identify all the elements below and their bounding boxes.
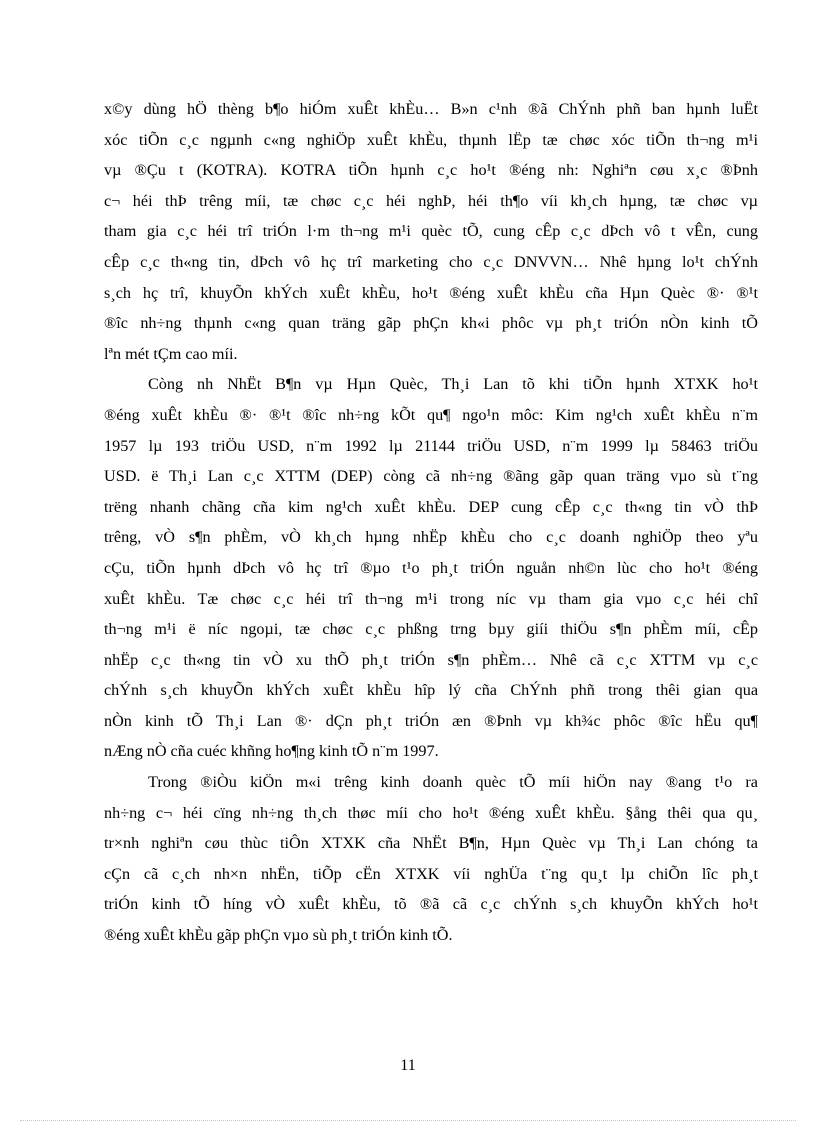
paragraph-2-line: USD. ë Th¸i Lan c¸c XTTM (DEP) còng cã nh÷ng ®ãng gãp quan träng vµo sù t¨ng xyxy=(104,467,758,486)
paragraph-1-line: tham gia c¸c héi trî triÓn l·m th¬ng m¹i quèc tÕ, cung cÊp c¸c dÞch vô t vÊn, cung xyxy=(104,222,758,241)
paragraph-1-line: vµ ®Çu t (KOTRA). KOTRA tiÕn hµnh c¸c ho¹t ®éng nh: Nghiªn cøu x¸c ®Þnh xyxy=(104,161,758,180)
paragraph-2-line: 1957 lµ 193 triÖu USD, n¨m 1992 lµ 21144 triÖu USD, n¨m 1999 lµ 58463 triÖu xyxy=(104,436,758,455)
paragraph-2-line: xuÊt khÈu. Tæ chøc c¸c héi trî th¬ng m¹i trong níc vµ tham gia vµo c¸c héi chî xyxy=(104,589,758,608)
paragraph-2-line: nhËp c¸c th«ng tin vÒ xu thÕ ph¸t triÓn s¶n phÈm… Nhê cã c¸c XTTM vµ c¸c xyxy=(104,650,758,669)
paragraph-3-line: triÓn kinh tÕ híng vÒ xuÊt khÈu, tõ ®ã cã c¸c chÝnh s¸ch khuyÕn khÝch ho¹t xyxy=(104,895,758,914)
paragraph-3-line: cÇn cã c¸ch nh×n nhËn, tiÕp cËn XTXK víi nghÜa t¨ng qu¸t lµ chiÕn lîc ph¸t xyxy=(104,864,758,883)
paragraph-1-line: s¸ch hç trî, khuyÕn khÝch xuÊt khÈu, ho¹t ®éng xuÊt khÈu cña Hµn Quèc ®· ®¹t xyxy=(104,283,758,302)
paragraph-1-line: xóc tiÕn c¸c ngµnh c«ng nghiÖp xuÊt khÈu, thµnh lËp tæ chøc xóc tiÕn th¬ng m¹i xyxy=(104,130,758,149)
page-number: 11 xyxy=(400,1057,416,1074)
paragraph-1-line: x©y dùng hÖ thèng b¶o hiÓm xuÊt khÈu… B»n c¹nh ®ã ChÝnh phñ ban hµnh luËt xyxy=(104,100,758,118)
paragraph-2-line: cÇu, tiÕn hµnh dÞch vô hç trî ®µo t¹o ph¸t triÓn nguån nh©n lùc cho ho¹t ®éng xyxy=(104,558,758,577)
paragraph-2-line: ®éng xuÊt khÈu ®· ®¹t ®îc nh÷ng kÕt qu¶ ngo¹n môc: Kim ng¹ch xuÊt khÈu n¨m xyxy=(104,405,758,424)
paragraph-1-line: c¬ héi thÞ trêng míi, tæ chøc c¸c héi nghÞ, héi th¶o víi kh¸ch hµng, tæ chøc vµ xyxy=(104,191,758,210)
paragraph-3-line: ®éng xuÊt khÈu gãp phÇn vµo sù ph¸t triÓn kinh tÕ. xyxy=(104,926,453,945)
paragraph-3-line: Trong ®iÒu kiÖn m«i trêng kinh doanh quèc tÕ míi hiÖn nay ®ang t¹o ra xyxy=(148,773,758,792)
paragraph-2-line: trëng nhanh chãng cña kim ng¹ch xuÊt khÈu. DEP cung cÊp c¸c th«ng tin vÒ thÞ xyxy=(104,497,758,516)
paragraph-2-line: Còng nh NhËt B¶n vµ Hµn Quèc, Th¸i Lan tõ khi tiÕn hµnh XTXK ho¹t xyxy=(148,375,758,394)
paragraph-2-line: nÆng nÒ cña cuéc khñng ho¶ng kinh tÕ n¨m 1997. xyxy=(104,742,439,761)
paragraph-2-line: th¬ng m¹i ë níc ngoµi, tæ chøc c¸c phßng trng bµy giíi thiÖu s¶n phÈm míi, cÊp xyxy=(104,620,758,639)
paragraph-3-line: tr×nh nghiªn cøu thùc tiÔn XTXK cña NhËt B¶n, Hµn Quèc vµ Th¸i Lan chóng ta xyxy=(104,834,758,853)
paragraph-1-line: cÊp c¸c th«ng tin, dÞch vô hç trî marketing cho c¸c DNVVN… Nhê hµng lo¹t chÝnh xyxy=(104,252,758,271)
paragraph-2-line: nÒn kinh tÕ Th¸i Lan ®· dÇn ph¸t triÓn æn ®Þnh vµ kh¾c phôc ®îc hËu qu¶ xyxy=(104,711,758,730)
paragraph-1-line: lªn mét tÇm cao míi. xyxy=(104,344,238,363)
paragraph-2-line: trêng, vÒ s¶n phÈm, vÒ kh¸ch hµng nhËp khÈu cho c¸c doanh nghiÖp theo yªu xyxy=(104,528,758,547)
paragraph-3-line: nh÷ng c¬ héi cïng nh÷ng th¸ch thøc míi cho ho¹t ®éng xuÊt khÈu. §ång thêi qua qu¸ xyxy=(104,803,758,822)
footer-dotted-rule xyxy=(20,1120,796,1121)
paragraph-2-line: chÝnh s¸ch khuyÕn khÝch xuÊt khÈu hîp lý cña ChÝnh phñ trong thêi gian qua xyxy=(104,681,758,700)
body-text xyxy=(104,94,758,951)
paragraph-1-line: ®îc nh÷ng thµnh c«ng quan träng gãp phÇn kh«i phôc vµ ph¸t triÓn nÒn kinh tÕ xyxy=(104,314,758,333)
